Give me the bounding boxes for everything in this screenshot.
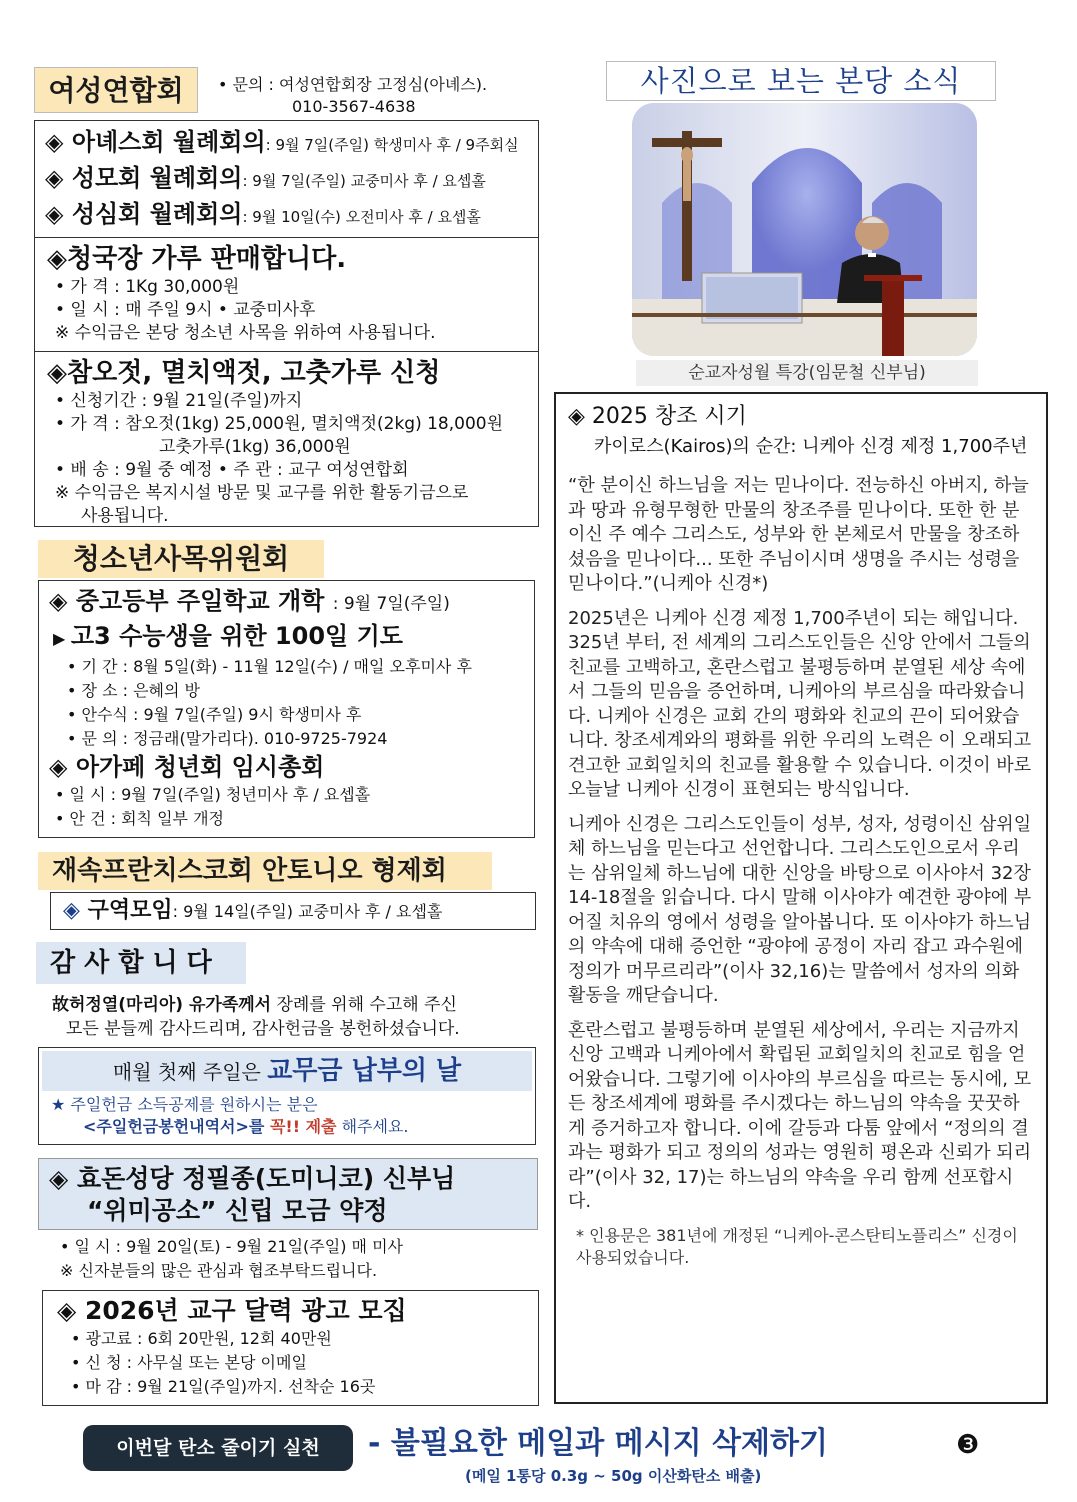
diamond-icon: ◈ [57, 1296, 85, 1325]
sauce-price: • 가 격 : 참오젓(1kg) 25,000원, 멸치액젓(2kg) 18,000원 [55, 414, 504, 434]
carbon-note: (메일 1통당 0.3g ~ 50g 이산화탄소 배출) [465, 1467, 762, 1485]
dues-note-1: ★ 주일헌금 소득공제를 원하시는 분은 [51, 1095, 318, 1114]
prayer-period: • 기 간 : 8월 5일(화) - 11월 12일(수) / 매일 오후미사 후 [67, 657, 472, 676]
sauce-note: ※ 수익금은 복지시설 방문 및 교구를 위한 활동기금으로 [55, 483, 469, 503]
photo-caption: 순교자성월 특강(임문철 신부님) [636, 360, 978, 386]
calendar-box [42, 1290, 539, 1406]
calendar-title: ◈ 2026년 교구 달력 광고 모집 [57, 1296, 407, 1325]
thanks-text: 故허정열(마리아) 유가족께서 장례를 위해 수고해 주신 [52, 995, 457, 1015]
diamond-icon: ◈ [45, 200, 72, 228]
women-contact-2: 010-3567-4638 [292, 97, 416, 116]
hyodon-time: • 일 시 : 9월 20일(토) - 9월 21일(주일) 매 미사 [60, 1237, 403, 1256]
sauce-delivery: • 배 송 : 9월 중 예정 • 주 관 : 교구 여성연합회 [55, 460, 409, 480]
calendar-fee: • 광고료 : 6회 20만원, 12회 40만원 [71, 1329, 332, 1348]
flour-price: • 가 격 : 1Kg 30,000원 [55, 277, 240, 297]
dues-note-2: <주일헌금봉헌내역서>를 꼭!! 제출 해주세요. [83, 1117, 409, 1136]
photo-header: 사진으로 보는 본당 소식 [606, 61, 996, 101]
meeting-item: ◈ 성심회 월례회의: 9월 10일(수) 오전미사 후 / 요셉홀 [45, 200, 481, 228]
agape-time: • 일 시 : 9월 7일(주일) 청년미사 후 / 요셉홀 [55, 785, 371, 804]
thanks-name: 故허정열(마리아) 유가족께서 [52, 995, 272, 1015]
article-box [554, 392, 1048, 1404]
sauce-title: ◈참오젓, 멸치액젓, 고춧가루 신청 [47, 358, 441, 388]
article-paragraph: 니케아 신경은 그리스도인들이 성부, 성자, 성령이신 삼위일체 하느님을 믿는다고 선언합니다. 그리스도인으로서 우리는 삼위일체 하느님에 대한 신앙을 바탕으로 이사야서 32장 14-18절을 읽습니다. 다시 말해 이사야가 예견한 광야에 부어질 치유의 영에서 성령을 알아봅니다. 또 이사야가 하느님의 약속에 대해 증언한 “광야에 공정이 자리 잡고 과수원에 정의가 머무르리라”(이사 32,16)는 말씀에서 성자의 의화 활동을 깨닫습니다. [568, 813, 1032, 1006]
sauce-period: • 신청기간 : 9월 21일(주일)까지 [55, 391, 303, 411]
church-photo [632, 103, 977, 356]
flour-note: ※ 수익금은 본당 청소년 사목을 위하여 사용됩니다. [55, 323, 436, 343]
article-subtitle: 카이로스(Kairos)의 순간: 니케아 신경 제정 1,700주년 [594, 436, 1028, 457]
dues-banner: 매월 첫째 주일은 교무금 납부의 날 [42, 1051, 532, 1091]
diamond-icon: ◈ [47, 244, 67, 274]
page-number: ❸ [956, 1430, 980, 1460]
agape-agenda: • 안 건 : 회칙 일부 개정 [55, 809, 224, 828]
dues-box [38, 1047, 536, 1145]
diamond-icon: ◈ [568, 404, 592, 429]
youth-header: 청소년사목위원회 [38, 540, 324, 578]
diamond-icon: ◈ [47, 358, 67, 388]
women-header: 여성연합회 [34, 67, 198, 113]
diamond-icon: ◈ [45, 164, 72, 192]
carbon-slogan: - 불필요한 메일과 메시지 삭제하기 [368, 1426, 828, 1461]
francis-box [50, 892, 536, 930]
prayer-blessing: • 안수식 : 9월 7일(주일) 9시 학생미사 후 [67, 705, 362, 724]
church-photo-illustration [632, 103, 977, 356]
thanks-text-2: 모든 분들께 감사드리며, 감사헌금을 봉헌하셨습니다. [66, 1019, 460, 1039]
article-paragraph: “한 분이신 하느님을 저는 믿나이다. 전능하신 아버지, 하늘과 땅과 유형무형한 만물의 창조주를 믿나이다. 또한 한 분이신 주 예수 그리스도, 성부와 한 본체로서 만물을 창조하셨음을 믿나이다... 또한 주님이시며 생명을 주시는 성령을 믿나이다.”(니케아 신경*) [568, 475, 1029, 594]
hyodon-banner [38, 1158, 538, 1230]
calendar-deadline: • 마 감 : 9월 21일(주일)까지. 선착순 16곳 [71, 1377, 376, 1396]
agape-title: ◈ 아가페 청년회 임시총회 [49, 753, 325, 781]
article-title: ◈ 2025 창조 시기 [568, 404, 747, 429]
sauce-section [35, 352, 538, 532]
calendar-apply: • 신 청 : 사무실 또는 본당 이메일 [71, 1353, 307, 1372]
article-paragraph: 혼란스럽고 불평등하며 분열된 세상에서, 우리는 지금까지 신앙 고백과 니케아에서 확립된 교회일치의 친교로 힘을 얻어왔습니다. 그렇기에 이사야의 부르심을 따르는 동시에, 모든 창조세계에 평화를 주시겠다는 하느님의 약속을 꿋꿋하게 증거하고자 합니다. 이에 갈등과 다툼 앞에서 “정의의 결과는 평화가 되고 정의의 성과는 영원히 평온과 신뢰가 되리라”(이사 32, 17)는 하느님의 약속을 우리 함께 선포합시다. [568, 1019, 1032, 1212]
sauce-note-2: 사용됩니다. [81, 506, 169, 526]
youth-box [38, 580, 535, 838]
article-footnote: * 인용문은 381년에 개정된 “니케아-콘스탄티노플리스” 신경이 사용되었습니다. [576, 1225, 1018, 1267]
diamond-icon: ◈ [45, 128, 72, 156]
carbon-badge: 이번달 탄소 줄이기 실천 [83, 1425, 353, 1471]
article-paragraph: 2025년은 니케아 신경 제정 1,700주년이 되는 해입니다. 325년 부터, 전 세계의 그리스도인들은 신앙 안에서 그들의 친교를 고백하고, 혼란스럽고 불평등하며 분열된 세상 속에서 그들의 믿음을 증언하며, 니케아의 부르심을 따라왔습니다. 니케아 신경은 교회 간의 평화와 친교의 끈이 되어왔습니다. 창조세계와의 평화를 위한 우리의 노력은 이 오래되고 견고한 교회일치의 친교를 활용할 수 있습니다. 이것이 바로 오늘날 니케아 신경이 표현되는 방식입니다. [568, 607, 1032, 800]
thanks-header: 감 사 합 니 다 [36, 942, 246, 984]
women-contact-1: • 문의 : 여성연합회장 고정심(아녜스). [218, 75, 488, 94]
hyodon-note: ※ 신자분들의 많은 관심과 협조부탁드립니다. [60, 1261, 378, 1280]
triangle-icon: ▶ [53, 629, 71, 648]
flour-section [35, 238, 538, 349]
sauce-price-2: 고춧가루(1kg) 36,000원 [159, 437, 351, 457]
francis-meeting: ◈ 구역모임: 9월 14일(주일) 교중미사 후 / 요셉홀 [63, 898, 443, 923]
meeting-item: ◈ 아녜스회 월례회의: 9월 7일(주일) 학생미사 후 / 9주회실 [45, 128, 519, 156]
prayer-title: ▶ 고3 수능생을 위한 100일 기도 [53, 622, 403, 650]
flour-title: ◈청국장 가루 판매합니다. [47, 244, 347, 274]
meeting-list [35, 121, 538, 235]
meeting-item: ◈ 성모회 월례회의: 9월 7일(주일) 교중미사 후 / 요셉홀 [45, 164, 486, 192]
women-box [34, 120, 539, 527]
hyodon-title: ◈ 효돈성당 정필종(도미니코) 신부님 [49, 1164, 456, 1193]
diamond-icon: ◈ [49, 753, 76, 781]
diamond-icon: ◈ [49, 1164, 77, 1193]
article-body [568, 474, 1034, 1215]
francis-header: 재속프란치스코회 안토니오 형제회 [38, 852, 492, 890]
prayer-place: • 장 소 : 은혜의 방 [67, 681, 200, 700]
diamond-icon: ◈ [49, 587, 76, 615]
school-title: ◈ 중고등부 주일학교 개학 : 9월 7일(주일) [49, 587, 450, 615]
flour-time: • 일 시 : 매 주일 9시 • 교중미사후 [55, 300, 316, 320]
hyodon-subtitle: “위미공소” 신립 모금 약정 [87, 1196, 388, 1225]
diamond-icon: ◈ [63, 898, 88, 923]
prayer-contact: • 문 의 : 정금래(말가리다). 010-9725-7924 [67, 729, 388, 748]
